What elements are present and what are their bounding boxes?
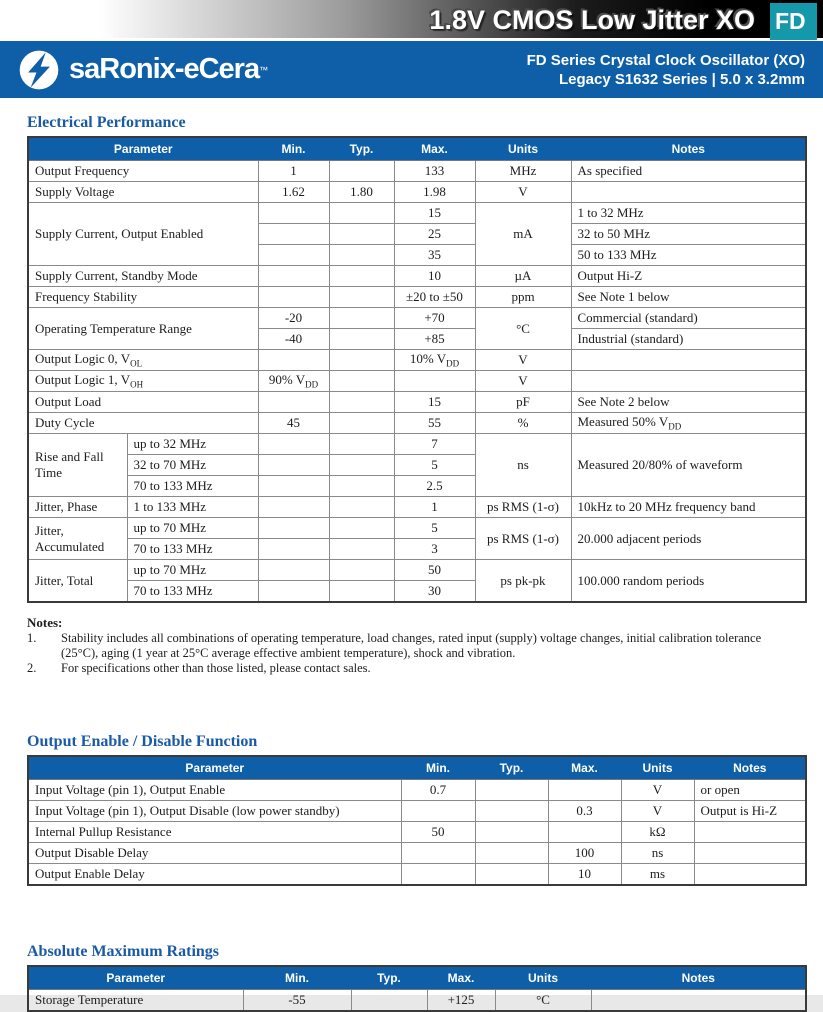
table-row: Supply Voltage 1.62 1.80 1.98 V [28,182,806,203]
col-header-typ: Typ. [475,756,548,780]
table-row: Jitter, Accumulated up to 70 MHz 5 ps RMS (1-σ) 20.000 adjacent periods [28,518,806,539]
col-header-max: Max. [427,966,495,990]
table-row: Output Logic 1, $V_{OH}$ 90% $V_{DD}$ V [28,371,806,392]
table-row: Storage Temperature -55 +125 °C [28,990,806,1012]
col-header-typ: Typ. [329,137,394,161]
note-item-1 [27,631,787,661]
col-header-units: Units [495,966,591,990]
banner-title: 1.8V CMOS Low Jitter XO [429,5,755,35]
table-row: 70 to 133 MHz 2.5 [28,476,806,497]
col-header-min: Min. [401,756,475,780]
product-title-line1: FD Series Crystal Clock Oscillator (XO) [526,51,805,69]
table-row: Jitter, Total up to 70 MHz 50 ps pk-pk 100.000 random periods [28,560,806,581]
masthead [0,41,823,98]
table-row: Output Logic 0, $V_{OL}$ 10% $V_{DD}$ V [28,350,806,371]
note-number: 1. [27,631,37,645]
absolute-maximum-table [27,965,807,1012]
col-header-notes: Notes [694,756,806,780]
lightning-bolt-icon [18,49,60,91]
col-header-parameter: Parameter [28,966,243,990]
table-row: Input Voltage (pin 1), Output Disable (low power standby) 0.3 V Output is Hi-Z [28,801,806,822]
table-header-row [28,137,806,161]
table-row: Supply Current, Output Enabled 15 mA 1 to 32 MHz [28,203,806,224]
col-header-units: Units [621,756,694,780]
table-row: Input Voltage (pin 1), Output Enable 0.7 V or open [28,780,806,801]
table-row: 32 to 70 MHz 5 [28,455,806,476]
fd-series-badge: FD [770,3,817,40]
saronix-logo [18,49,268,91]
table-row: Rise and Fall Time up to 32 MHz 7 ns Measured 20/80% of waveform [28,434,806,455]
section-title-output-enable: Output Enable / Disable Function [27,733,258,750]
col-header-parameter: Parameter [28,756,401,780]
note-item-2 [27,661,787,676]
table-row: Output Enable Delay 10 ms [28,864,806,886]
section-title-abs-max: Absolute Maximum Ratings [27,943,220,960]
col-header-min: Min. [243,966,351,990]
output-enable-table [27,755,807,886]
table-row: Internal Pullup Resistance 50 kΩ [28,822,806,843]
table-row: Operating Temperature Range -20 +70 °C Commercial (standard) [28,308,806,329]
col-header-notes: Notes [571,137,806,161]
top-banner [0,0,823,38]
section-title-electrical: Electrical Performance [27,114,186,131]
table-row: 35 50 to 133 MHz [28,245,806,266]
col-header-notes: Notes [591,966,806,990]
table-row: Supply Current, Standby Mode 10 µA Output Hi-Z [28,266,806,287]
col-header-max: Max. [548,756,621,780]
table-row: Duty Cycle 45 55 % Measured 50% $V_{DD}$ [28,413,806,434]
col-header-units: Units [475,137,571,161]
col-header-min: Min. [258,137,329,161]
product-title-line2: Legacy S1632 Series | 5.0 x 3.2mm [558,70,805,88]
col-header-typ: Typ. [351,966,427,990]
page-content [0,114,823,1012]
table-row: -40 +85 Industrial (standard) [28,329,806,350]
table-row: Output Frequency 1 133 MHz As specified [28,161,806,182]
table-row: Output Load 15 pF See Note 2 below [28,392,806,413]
col-header-parameter: Parameter [28,137,258,161]
product-titles [527,51,805,89]
notes-label: Notes: [27,615,63,630]
table-row: 70 to 133 MHz 30 [28,581,806,603]
table-header-row [28,966,806,990]
note-text: For specifications other than those listed, please contact sales. [61,661,371,675]
trademark-symbol: ™ [259,64,269,75]
table-row: 25 32 to 50 MHz [28,224,806,245]
table-header-row [28,756,806,780]
logo-wordmark: saRonix-eCera [69,53,260,85]
notes-section [27,615,787,676]
table-row: 70 to 133 MHz 3 [28,539,806,560]
table-row: Jitter, Phase 1 to 133 MHz 1 ps RMS (1-σ) 10kHz to 20 MHz frequency band [28,497,806,518]
col-header-max: Max. [394,137,475,161]
table-row: Output Disable Delay 100 ns [28,843,806,864]
table-row: Frequency Stability ±20 to ±50 ppm See Note 1 below [28,287,806,308]
note-number: 2. [27,661,37,675]
note-text: Stability includes all combinations of operating temperature, load changes, rated input (supply) voltage changes, initial calibration tolerance (25°C), aging (1 year at 25°C average effective ambient temperature), shock and vibration. [61,631,762,660]
electrical-performance-table [27,136,807,603]
